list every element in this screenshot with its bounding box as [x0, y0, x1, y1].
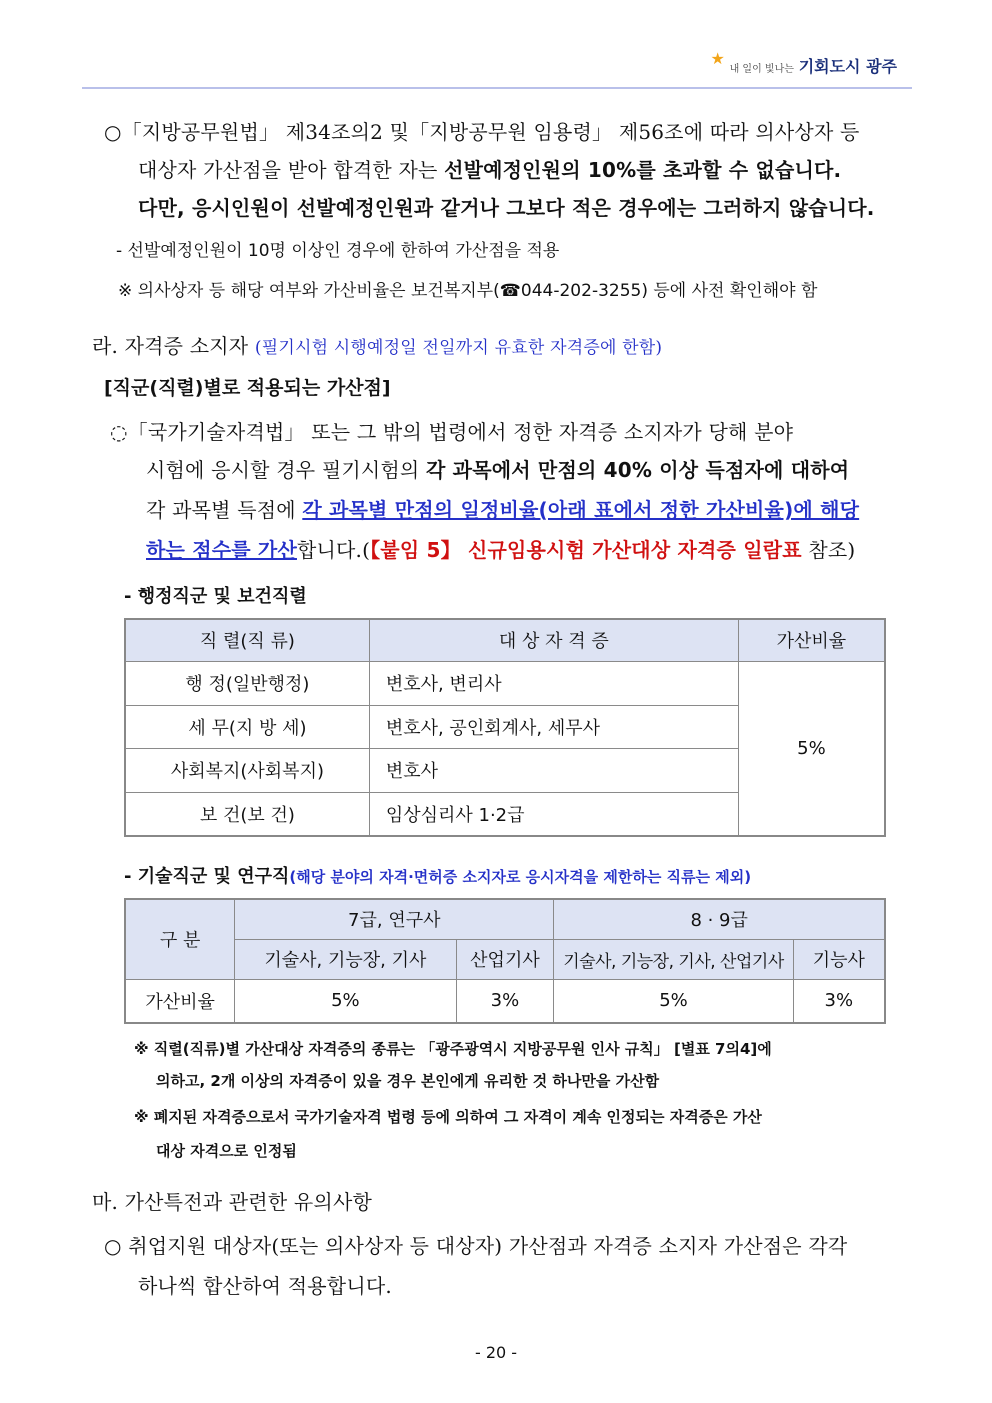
table-1-header-series: 직 렬(직 류) — [125, 619, 369, 661]
para-2-line-3: 각 과목별 득점에 각 과목별 만점의 일정비율(아래 표에서 정한 가산비율)에 해당 — [146, 498, 860, 522]
header-rule — [82, 87, 912, 89]
table-1-caption: - 행정직군 및 보건직렬 — [124, 586, 307, 607]
subheading-rates: [직군(직렬)별로 적용되는 가산점] — [104, 377, 391, 399]
table-1-header-rate: 가산비율 — [738, 619, 885, 661]
logo-title: 기회도시 광주 — [798, 57, 897, 76]
table-2-header-gubun: 구 분 — [125, 899, 235, 979]
table-1-rate: 5% — [738, 661, 885, 836]
table-tech-research: 구 분 7급, 연구사 8 · 9급 기술사, 기능장, 기사 산업기사 기술사, 기능장, 기사, 산업기사 기능사 가산비율 5% 3% 5% 3% — [124, 898, 886, 1024]
logo-tagline: 내 일이 빛나는 — [729, 64, 794, 75]
para-3-line-1: ○ 취업지원 대상자(또는 의사상자 등 대상자) 가산점과 자격증 소지자 가산점은 각각 — [104, 1234, 848, 1258]
header-logo — [710, 49, 897, 77]
table-2-caption-note: (해당 분야의 자격·면허증 소지자로 응시자격을 제한하는 직류는 제외) — [289, 868, 752, 886]
note-1-line-1: ※ 직렬(직류)별 가산대상 자격증의 종류는 「광주광역시 지방공무원 인사 규칙」 [별표 7의4]에 — [134, 1040, 772, 1058]
para-2-line-1: ◌「국가기술자격법」 또는 그 밖의 법령에서 정한 자격증 소지자가 당해 분야 — [110, 420, 794, 444]
note-2-line-2: 대상 자격으로 인정됨 — [156, 1142, 297, 1160]
table-row: 가산비율 5% 3% 5% 3% — [125, 979, 885, 1023]
section-ma-title: 마. 가산특전과 관련한 유의사항 — [92, 1190, 372, 1214]
table-row: 보 건(보 건) 임상심리사 1·2급 — [125, 792, 885, 836]
para-1-line-3: 다만, 응시인원이 선발예정인원과 같거나 그보다 적은 경우에는 그러하지 않습니다. — [138, 196, 875, 220]
section-ra-note: (필기시험 시행예정일 전일까지 유효한 자격증에 한함) — [254, 338, 663, 358]
attachment-ref: 【붙임 5】 신규임용시험 가산대상 자격증 일람표 — [370, 538, 802, 562]
table-2-row-label: 가산비율 — [125, 979, 235, 1023]
table-1-header-cert: 대 상 자 격 증 — [369, 619, 738, 661]
section-ra-title: 라. 자격증 소지자 (필기시험 시행예정일 전일까지 유효한 자격증에 한함) — [92, 334, 663, 358]
para-2-line-4: 하는 점수를 가산합니다.(【붙임 5】 신규임용시험 가산대상 자격증 일람표 참조) — [146, 538, 856, 562]
para-1-limit: 선발예정인원의 10%를 초과할 수 없습니다. — [444, 158, 842, 182]
table-row: 세 무(지 방 세) 변호사, 공인회계사, 세무사 — [125, 705, 885, 748]
table-2-caption: - 기술직군 및 연구직(해당 분야의 자격·면허증 소지자로 응시자격을 제한하는 직류는 제외) — [124, 866, 752, 887]
para-1-line-1: ○「지방공무원법」 제34조의2 및「지방공무원 임용령」 제56조에 따라 의사상자 등 — [104, 120, 860, 144]
note-min-staff: - 선발예정인원이 10명 이상인 경우에 한하여 가산점을 적용 — [116, 241, 560, 261]
table-admin-health — [124, 618, 886, 837]
page-number: - 20 - — [474, 1343, 518, 1362]
table-2-header-grade7: 7급, 연구사 — [235, 899, 554, 939]
para-2-line-2: 시험에 응시할 경우 필기시험의 각 과목에서 만점의 40% 이상 득점자에 대하여 — [146, 458, 850, 482]
table-row: 사회복지(사회복지) 변호사 — [125, 748, 885, 792]
note-2-line-1: ※ 폐지된 자격증으로서 국가기술자격 법령 등에 의하여 그 자격이 계속 인정되는 자격증은 가산 — [134, 1108, 762, 1126]
note-check: ※ 의사상자 등 해당 여부와 가산비율은 보건복지부(☎044-202-3255) 등에 사전 확인해야 함 — [118, 281, 818, 301]
table-2-header-grade89: 8 · 9급 — [554, 899, 885, 939]
para-3-line-2: 하나씩 합산하여 적용합니다. — [138, 1274, 392, 1298]
para-1-line-2: 대상자 가산점을 받아 합격한 자는 선발예정인원의 10%를 초과할 수 없습니다. — [138, 158, 842, 182]
star-icon: ★ — [710, 49, 725, 68]
note-1-line-2: 의하고, 2개 이상의 자격증이 있을 경우 본인에게 유리한 것 하나만을 가산함 — [156, 1072, 660, 1090]
table-row: 행 정(일반행정) 변호사, 변리사 5% — [125, 661, 885, 705]
